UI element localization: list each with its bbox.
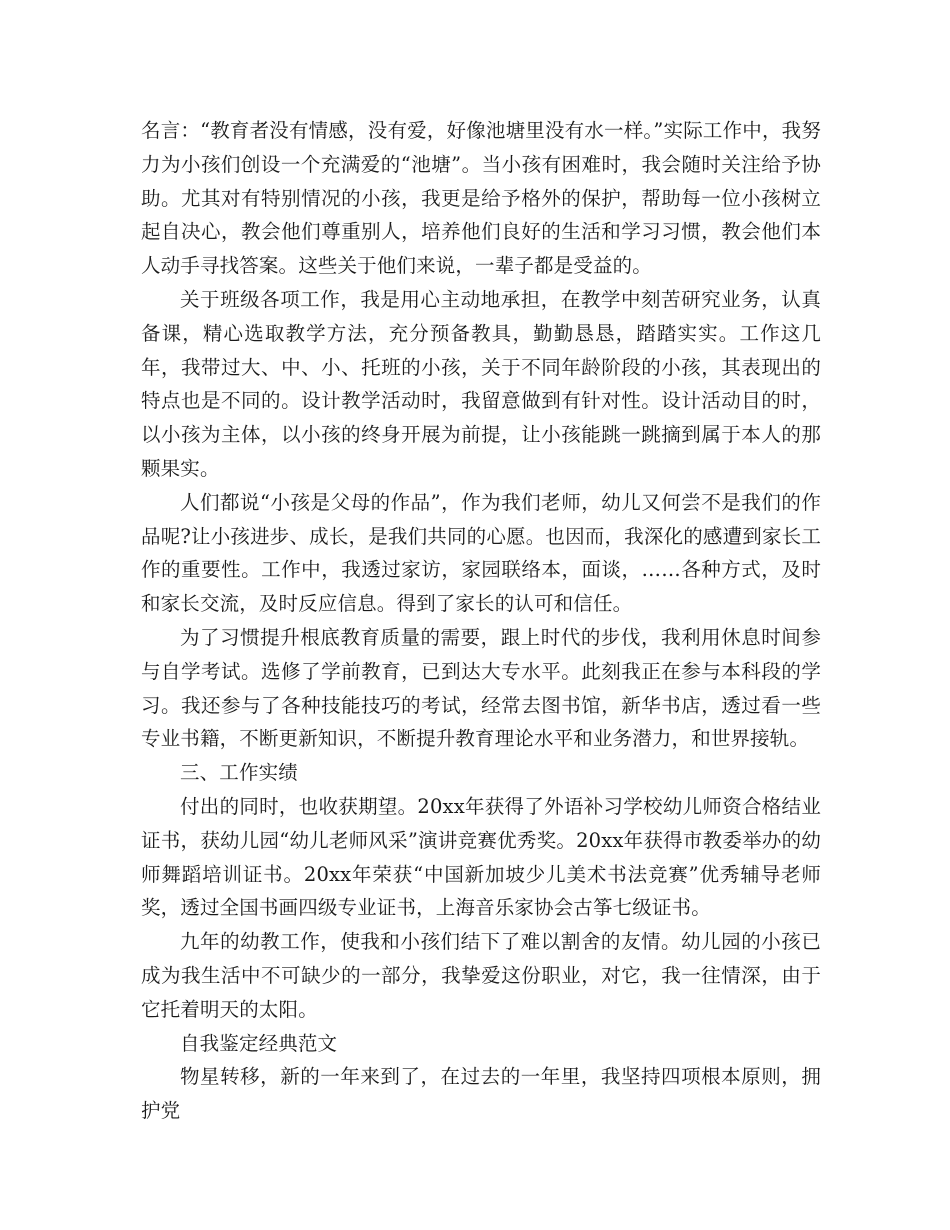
section-heading-work-results: 三、工作实绩 bbox=[180, 761, 298, 785]
paragraph-1: 名言：“教育者没有情感，没有爱，好像池塘里没有水一样。”实际工作中，我努力为小孩们创设一个充满爱的“池塘”。当小孩有困难时，我会随时关注给予协助。尤其对有特别情况的小孩，我更是给予格外的保护，帮助每一位小孩树立起自决心，教会他们尊重别人，培养他们良好的生活和学习习惯，教会他们本人动手寻找答案。这些关于他们来说，一辈子都是受益的。 bbox=[141, 119, 821, 278]
paragraph-4: 为了习惯提升根底教育质量的需要，跟上时代的步伐，我利用休息时间参与自学考试。选修了学前教育，已到达大专水平。此刻我正在参与本科段的学习。我还参与了各种技能技巧的考试，经常去图书馆，新华书店，透过看一些专业书籍，不断更新知识，不断提升教育理论水平和业务潜力，和世界接轨。 bbox=[141, 625, 821, 751]
paragraph-2: 关于班级各项工作，我是用心主动地承担，在教学中刻苦研究业务，认真备课，精心选取教学方法，充分预备教具，勤勤恳恳，踏踏实实。工作这几年，我带过大、中、小、托班的小孩，关于不同年龄阶段的小孩，其表现出的特点也是不同的。设计教学活动时，我留意做到有针对性。设计活动目的时，以小孩为主体，以小孩的终身开展为前提，让小孩能跳一跳摘到属于本人的那颗果实。 bbox=[141, 287, 821, 480]
paragraph-3: 人们都说“小孩是父母的作品”，作为我们老师，幼儿又何尝不是我们的作品呢?让小孩进步、成长，是我们共同的心愿。也因而，我深化的感遭到家长工作的重要性。工作中，我透过家访，家园联络本，面谈，……各种方式，及时和家长交流，及时反应信息。得到了家长的认可和信任。 bbox=[141, 490, 821, 616]
document-body bbox=[141, 114, 821, 1128]
subtitle-self-appraisal: 自我鉴定经典范文 bbox=[180, 1031, 338, 1055]
paragraph-5: 付出的同时，也收获期望。20xx年获得了外语补习学校幼儿师资合格结业证书，获幼儿园“幼儿老师风采”演讲竞赛优秀奖。20xx年获得市教委举办的幼师舞蹈培训证书。20xx年荣获“中国新加坡少儿美术书法竞赛”优秀辅导老师奖，透过全国书画四级专业证书，上海音乐家协会古筝七级证书。 bbox=[141, 794, 821, 920]
paragraph-6: 九年的幼教工作，使我和小孩们结下了难以割舍的友情。幼儿园的小孩已成为我生活中不可缺少的一部分，我挚爱这份职业，对它，我一往情深，由于它托着明天的太阳。 bbox=[141, 930, 821, 1021]
paragraph-7: 物星转移，新的一年来到了，在过去的一年里，我坚持四项根本原则，拥护党 bbox=[141, 1065, 821, 1123]
